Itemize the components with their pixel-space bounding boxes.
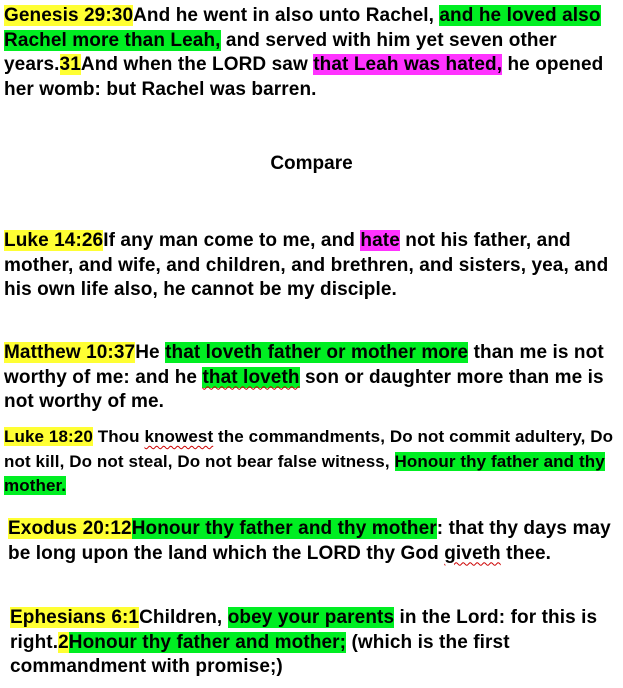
verse-text: (which is the first commandment with promise;)	[10, 631, 510, 677]
verse-text: Thou	[92, 427, 145, 446]
spellcheck-word: giveth	[444, 542, 501, 564]
green-highlight: Honour thy father and thy mother	[131, 518, 437, 539]
verse-reference: Luke 18:20	[4, 427, 93, 446]
verse-text: than me is not worthy of me: and he	[4, 342, 604, 388]
verse-reference: Matthew 10:37	[4, 342, 136, 363]
verse-text: : that thy days may be long upon the land which the LORD thy God	[8, 518, 611, 564]
verse-text: not his father, and mother, and wife, and children, and brethren, and sisters, yea, and his own life also, he cannot be my disciple.	[4, 230, 609, 300]
verse-text: Children,	[139, 607, 228, 628]
passage-matthew	[4, 341, 618, 415]
green-highlight: Honour thy father and mother;	[68, 631, 347, 653]
passage-ephesians	[10, 606, 618, 680]
verse-reference: Exodus 20:12	[8, 518, 132, 539]
passage-luke-14	[4, 229, 618, 303]
verse-text: And he went in also unto Rachel,	[133, 5, 440, 26]
verse-text: the commandments, Do not commit adultery, Do not kill, Do not steal, Do not bear false witness,	[4, 427, 614, 471]
green-highlight: Honour thy father and thy mother.	[4, 451, 605, 495]
verse-text: in the Lord: for this is right.	[10, 607, 598, 653]
verse-text: If any man come to me, and	[103, 230, 361, 251]
verse-text: and served with him yet seven other years.	[4, 29, 557, 75]
verse-text: thee.	[500, 542, 551, 564]
verse-reference: Genesis 29:30	[4, 5, 134, 26]
verse-reference: Luke 14:26	[4, 230, 104, 251]
magenta-highlight: hate	[360, 230, 400, 251]
green-highlight: and he loved also Rachel more than Leah,	[4, 5, 601, 51]
passage-exodus	[8, 517, 618, 566]
verse-text: He	[135, 342, 166, 363]
verse-reference: Ephesians 6:1	[10, 607, 140, 628]
verse-number: 2	[58, 631, 69, 653]
magenta-highlight: that Leah was hated,	[313, 54, 503, 75]
verse-text: And when the LORD saw	[80, 54, 314, 75]
green-highlight: that loveth	[202, 366, 300, 388]
green-highlight: that loveth father or mother more	[165, 342, 469, 363]
verse-text: he opened her womb: but Rachel was barren.	[4, 54, 604, 100]
verse-text: son or daughter more than me is not worthy of me.	[4, 366, 604, 412]
passage-luke-18	[4, 425, 618, 499]
compare-heading: Compare	[270, 153, 353, 174]
verse-number: 31	[59, 54, 81, 75]
spellcheck-word: knowest	[144, 427, 214, 446]
passage-genesis	[4, 4, 618, 102]
green-highlight: obey your parents	[227, 607, 395, 628]
